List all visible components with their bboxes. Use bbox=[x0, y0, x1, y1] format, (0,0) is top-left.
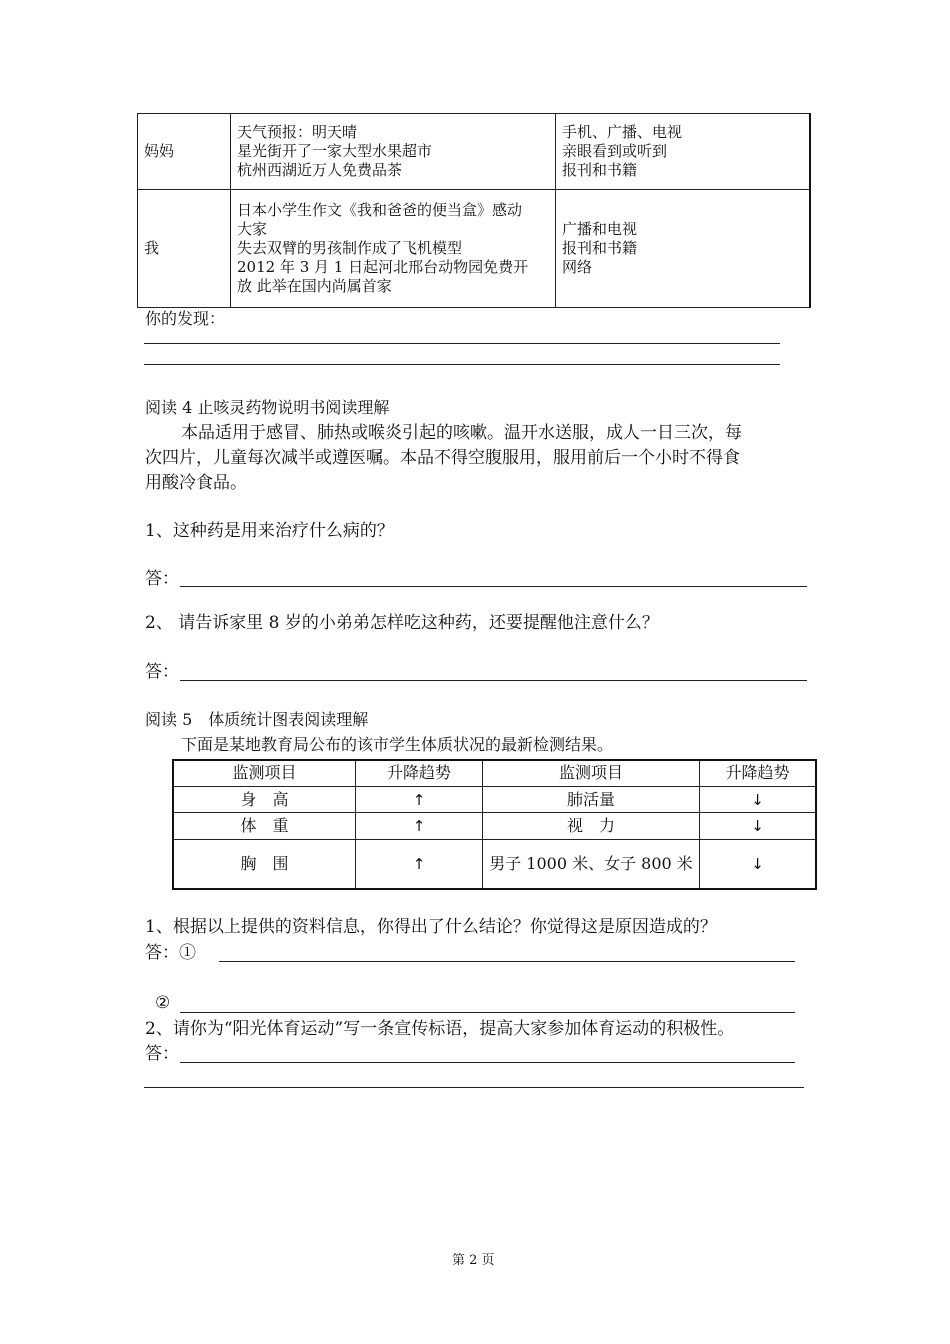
source-cell bbox=[556, 114, 811, 190]
item-cell: 身 高 bbox=[173, 786, 356, 812]
trend-cell: ↓ bbox=[700, 813, 817, 839]
person-cell: 妈妈 bbox=[138, 114, 231, 190]
column-header: 升降趋势 bbox=[356, 760, 483, 786]
trend-cell: ↑ bbox=[356, 839, 483, 889]
news-line: 天气预报：明天晴 bbox=[237, 123, 358, 141]
item-cell: 视 力 bbox=[483, 813, 700, 839]
source-line: 报刊和书籍 bbox=[562, 161, 638, 179]
answer-line[interactable] bbox=[144, 1087, 804, 1088]
answer-label: 答：① bbox=[145, 943, 196, 963]
news-cell bbox=[231, 114, 556, 190]
answer-line[interactable] bbox=[180, 1062, 795, 1063]
news-line: 大家 bbox=[237, 220, 268, 238]
column-header: 监测项目 bbox=[483, 760, 700, 786]
table-row bbox=[173, 839, 816, 889]
answer-label: 答： bbox=[145, 1044, 179, 1064]
trend-cell: ↓ bbox=[700, 786, 817, 812]
reading4-para-line: 次四片，儿童每次减半或遵医嘱。本品不得空腹服用，服用前后一个小时不得食 bbox=[145, 448, 740, 468]
reading4-title: 阅读 4 止咳灵药物说明书阅读理解 bbox=[145, 398, 390, 417]
answer-line[interactable] bbox=[144, 343, 780, 344]
reading5-title: 阅读 5 体质统计图表阅读理解 bbox=[145, 710, 369, 729]
table-row bbox=[138, 114, 811, 190]
news-cell bbox=[231, 190, 556, 308]
source-line: 手机、广播、电视 bbox=[562, 123, 683, 141]
answer-line[interactable] bbox=[144, 364, 780, 365]
table-row bbox=[173, 813, 816, 839]
table-row bbox=[173, 786, 816, 812]
reading4-para-line: 用酸冷食品。 bbox=[145, 473, 247, 493]
fitness-stats-table bbox=[172, 759, 817, 890]
source-line: 亲眼看到或听到 bbox=[562, 142, 668, 160]
news-line: 杭州西湖近万人免费品茶 bbox=[237, 161, 403, 179]
person-cell: 我 bbox=[138, 190, 231, 308]
item-cell: 体 重 bbox=[173, 813, 356, 839]
reading5-question-2: 2、请你为“阳光体育运动”写一条宣传标语，提高大家参加体育运动的积极性。 bbox=[145, 1019, 735, 1039]
source-line: 网络 bbox=[562, 258, 593, 276]
answer-line[interactable] bbox=[180, 1012, 795, 1013]
answer-line[interactable] bbox=[180, 586, 807, 587]
discovery-label: 你的发现： bbox=[145, 309, 226, 328]
item-cell: 胸 围 bbox=[173, 839, 356, 889]
source-line: 广播和电视 bbox=[562, 220, 638, 238]
column-header: 升降趋势 bbox=[700, 760, 817, 786]
reading4-question-2: 2、 请告诉家里 8 岁的小弟弟怎样吃这种药，还要提醒他注意什么？ bbox=[145, 613, 659, 633]
item-cell: 男子 1000 米、女子 800 米 bbox=[483, 839, 700, 889]
answer-label: 答： bbox=[145, 569, 179, 589]
reading4-question-1: 1、这种药是用来治疗什么病的？ bbox=[145, 521, 394, 541]
news-line: 2012 年 3 月 1 日起河北邢台动物园免费开 bbox=[237, 258, 529, 276]
answer-label: ② bbox=[155, 993, 171, 1013]
reading5-question-1: 1、根据以上提供的资料信息，你得出了什么结论？你觉得这是原因造成的？ bbox=[145, 917, 717, 937]
trend-cell: ↑ bbox=[356, 786, 483, 812]
answer-line[interactable] bbox=[219, 961, 795, 962]
page-number: 第 2 页 bbox=[452, 1253, 495, 1268]
trend-cell: ↓ bbox=[700, 839, 817, 889]
reading4-para-line: 本品适用于感冒、肺热或喉炎引起的咳嗽。温开水送服，成人一日三次，每 bbox=[181, 423, 742, 443]
trend-cell: ↑ bbox=[356, 813, 483, 839]
news-line: 失去双臂的男孩制作成了飞机模型 bbox=[237, 239, 463, 257]
answer-line[interactable] bbox=[180, 680, 807, 681]
source-line: 报刊和书籍 bbox=[562, 239, 638, 257]
column-header: 监测项目 bbox=[173, 760, 356, 786]
table-header-row bbox=[173, 760, 816, 786]
answer-label: 答： bbox=[145, 662, 179, 682]
news-source-table bbox=[137, 113, 811, 308]
source-cell bbox=[556, 190, 811, 308]
news-line: 星光街开了一家大型水果超市 bbox=[237, 142, 433, 160]
item-cell: 肺活量 bbox=[483, 786, 700, 812]
news-line: 日本小学生作文《我和爸爸的便当盒》感动 bbox=[237, 201, 523, 219]
news-line: 放 此举在国内尚属首家 bbox=[237, 277, 392, 295]
table-row bbox=[138, 190, 811, 308]
reading5-intro: 下面是某地教育局公布的该市学生体质状况的最新检测结果。 bbox=[181, 735, 614, 754]
